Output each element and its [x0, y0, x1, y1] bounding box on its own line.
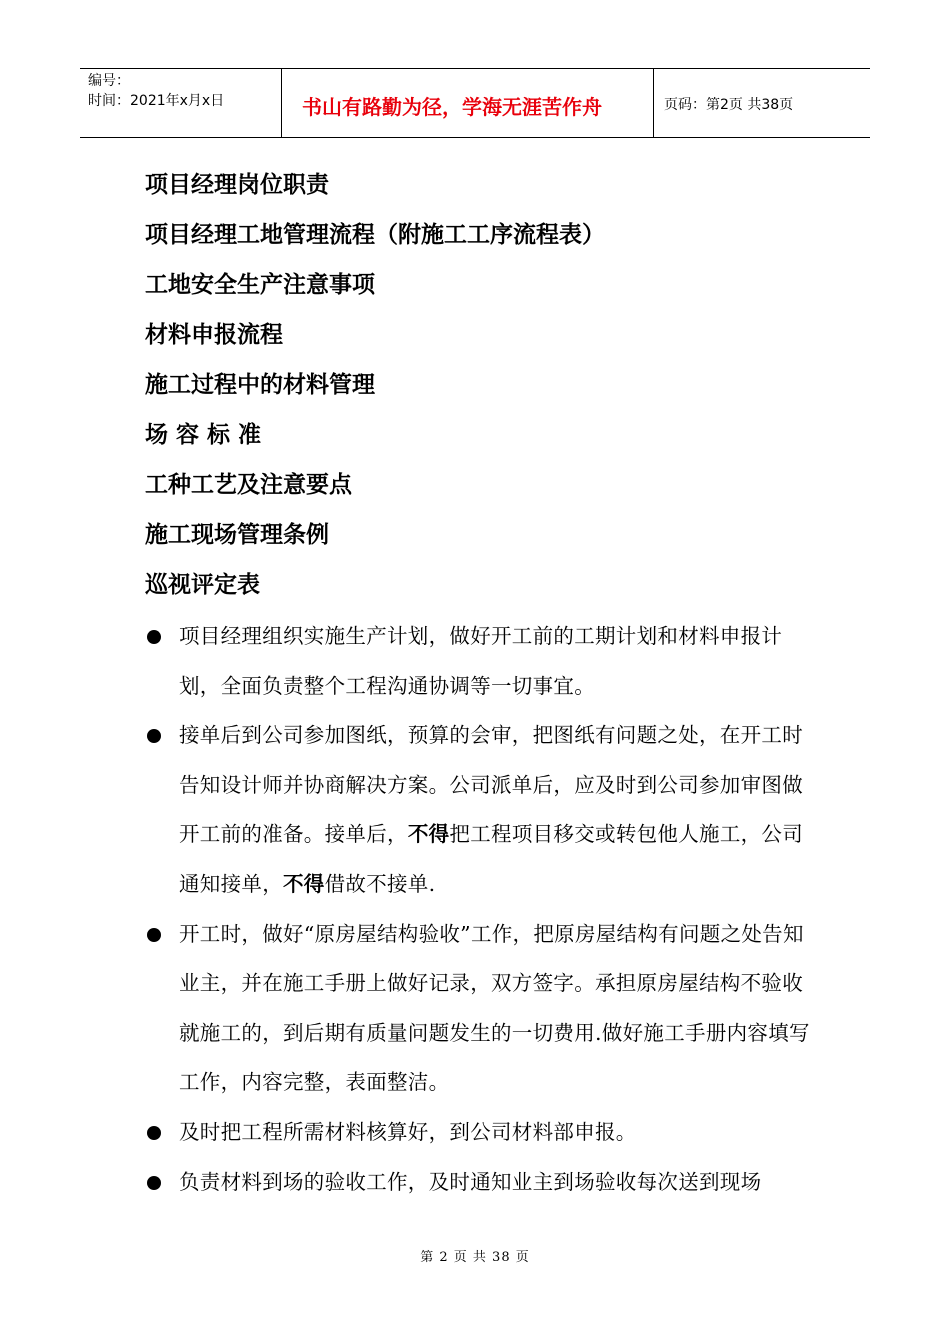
list-item-text: 开工时，做好“原房屋结构验收”工作，把原房屋结构有问题之处告知业主，并在施工手册上做好记录，双方签字。承担原房屋结构不验收就施工的，到后期有质量问题发生的一切费用.做好施工手册内容填写工作，内容完整，表面整洁。 [179, 921, 810, 1095]
list-item [142, 1158, 822, 1208]
list-item [142, 910, 822, 1108]
bullet-dot-icon [147, 1126, 161, 1140]
duty-list [142, 612, 822, 1207]
section-heading: 场 容 标 准 [145, 422, 262, 448]
section-heading: 施工现场管理条例 [145, 522, 329, 548]
section-heading: 工种工艺及注意要点 [145, 472, 352, 498]
bullet-dot-icon [147, 729, 161, 743]
emphasis-text: 不得 [407, 822, 450, 847]
list-item-text: 接单后到公司参加图纸，预算的会审，把图纸有问题之处，在开工时告知设计师并协商解决方案。公司派单后，应及时到公司参加审图做开工前的准备。接单后， [179, 723, 803, 847]
section-heading: 巡视评定表 [145, 572, 260, 598]
section-heading: 材料申报流程 [145, 322, 283, 348]
header-page-info: 页码：第2页 共38页 [664, 97, 794, 113]
header-meta [80, 69, 282, 137]
list-item [142, 711, 822, 909]
time-label: 时间：2021年x月x日 [88, 93, 225, 109]
bullet-dot-icon [147, 928, 161, 942]
section-heading-list [145, 162, 605, 612]
header-motto: 书山有路勤为径，学海无涯苦作舟 [282, 69, 654, 137]
bullet-dot-icon [147, 1176, 161, 1190]
list-item-text: 把工程项目移交或转包他人施工，公司通知接单， [179, 822, 804, 896]
list-item [142, 612, 822, 711]
section-heading: 项目经理岗位职责 [145, 172, 329, 198]
bullet-dot-icon [147, 630, 161, 644]
list-item-text: 负责材料到场的验收工作，及时通知业主到场验收每次送到现场 [179, 1169, 762, 1194]
page-header [80, 68, 870, 138]
section-heading: 项目经理工地管理流程（附施工工序流程表） [145, 222, 605, 248]
list-item-text: 及时把工程所需材料核算好，到公司材料部申报。 [179, 1119, 637, 1144]
emphasis-text: 不得 [283, 871, 325, 896]
section-heading: 工地安全生产注意事项 [145, 272, 375, 298]
list-item-text: 借故不接单. [324, 871, 436, 896]
list-item-text: 项目经理组织实施生产计划，做好开工前的工期计划和材料申报计划，全面负责整个工程沟通协调等一切事宜。 [179, 624, 783, 698]
number-label: 编号： [88, 73, 130, 89]
page-footer: 第 2 页 共 38 页 [420, 1250, 530, 1265]
list-item [142, 1108, 822, 1158]
section-heading: 施工过程中的材料管理 [145, 372, 375, 398]
